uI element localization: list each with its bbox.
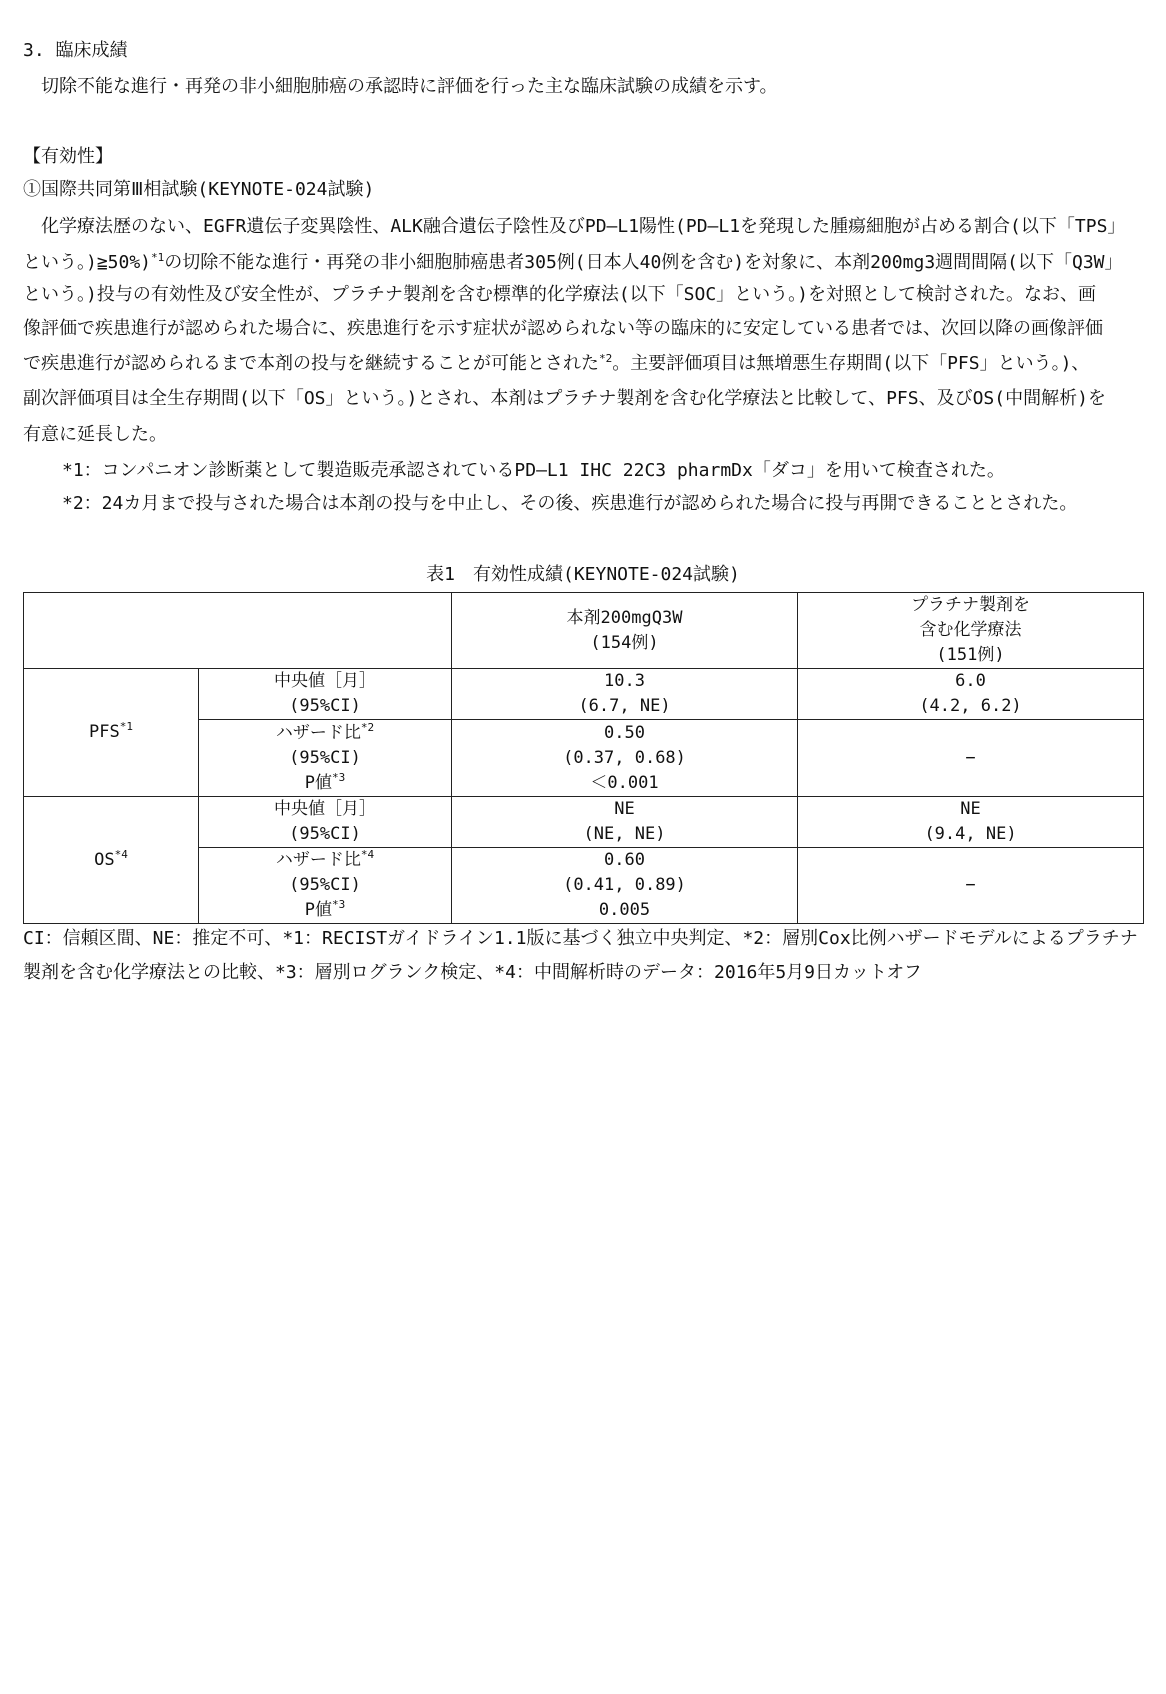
intro-text: 切除不能な進行・再発の非小細胞肺癌の承認時に評価を行った主な臨床試験の成績を示す。: [41, 76, 778, 97]
text: (95%CI): [289, 747, 361, 768]
text: ハザード比: [275, 850, 361, 870]
text: 10.3: [604, 671, 645, 691]
text: 中央値［月］: [274, 799, 376, 819]
text: 0.005: [598, 900, 651, 920]
paragraph-line: 有意に延長した。: [23, 424, 167, 445]
table-footnote-line: CI：信頼区間、NE：推定不可、*1：RECISTガイドライン1.1版に基づく独立中央判定、*2：層別Cox比例ハザードモデルによるプラチナ: [23, 928, 1138, 949]
paragraph-line: 像評価で疾患進行が認められた場合に、疾患進行を示す症状が認められない等の臨床的に安定している患者では、次回以降の画像評価: [23, 318, 1103, 339]
header-empty: [24, 593, 452, 669]
text: 0.50: [604, 722, 645, 743]
table-row: [24, 797, 1144, 848]
cell-soc: [798, 797, 1144, 848]
text: (NE, NE): [583, 824, 666, 844]
group-label-pfs: [24, 669, 199, 797]
cell-soc: [798, 669, 1144, 720]
text: 本剤200mgQ3W: [566, 607, 683, 628]
trial-title: ①国際共同第Ⅲ相試験(KEYNOTE-024試験): [23, 179, 375, 200]
row-label: [199, 797, 452, 848]
row-label: [199, 669, 452, 720]
text: PFS: [89, 722, 120, 742]
text: (95%CI): [289, 696, 361, 716]
text: NE: [960, 799, 981, 819]
row-label: [199, 720, 452, 797]
header-drug: [452, 593, 798, 669]
text: (0.37, 0.68): [563, 747, 686, 768]
footnote-mark: *3: [332, 770, 346, 784]
footnote-mark: *2: [360, 720, 375, 734]
cell-soc: −: [798, 720, 1144, 797]
footnote-mark: *4: [114, 847, 128, 861]
paragraph-line: [23, 353, 1089, 375]
text: (95%CI): [289, 824, 361, 844]
cell-drug: [452, 669, 798, 720]
text: P値: [304, 900, 332, 920]
header-soc: [798, 593, 1144, 669]
efficacy-table: [23, 592, 1144, 924]
efficacy-heading: 【有効性】: [23, 146, 113, 167]
note-2: *2：24カ月まで投与された場合は本剤の投与を中止し、その後、疾患進行が認められた場合に投与再開できることとされた。: [62, 493, 1078, 514]
text: (154例): [590, 632, 659, 653]
text: (0.41, 0.89): [563, 875, 686, 895]
text: NE: [614, 799, 635, 819]
text: 6.0: [955, 671, 986, 691]
cell-drug: [452, 797, 798, 848]
paragraph-line: 化学療法歴のない、EGFR遺伝子変異陰性、ALK融合遺伝子陰性及びPD—L1陽性(PD—L1を発現した腫瘍細胞が占める割合(以下「TPS」: [41, 216, 1126, 237]
footnote-mark: *4: [360, 848, 375, 861]
text: 含む化学療法: [919, 620, 1022, 640]
cell-soc: −: [798, 848, 1144, 924]
table-caption: 表1 有効性成績(KEYNOTE-024試験): [426, 564, 740, 585]
table-header-row: [24, 593, 1144, 669]
paragraph-line: 副次評価項目は全生存期間(以下「OS」という。)とされ、本剤はプラチナ製剤を含む化学療法と比較して、PFS、及びOS(中間解析)を: [23, 388, 1106, 409]
text: (6.7, NE): [578, 696, 671, 716]
text: の切除不能な進行・再発の非小細胞肺癌患者305例(日本人40例を含む)を対象に、本剤200mg3週間間隔(以下「Q3W」: [164, 252, 1123, 273]
text: という。)≧50%): [23, 252, 152, 273]
text: 中央値［月］: [274, 671, 376, 691]
text: (151例): [936, 645, 1005, 665]
table-row: [24, 669, 1144, 720]
text: ＜0.001: [590, 772, 659, 793]
text: (95%CI): [289, 875, 361, 895]
footnote-mark: *1: [119, 720, 133, 733]
text: 。主要評価項目は無増悪生存期間(以下「PFS」という。)、: [612, 353, 1090, 374]
group-label-os: [24, 797, 199, 924]
footnote-mark: *3: [332, 898, 346, 911]
text: (4.2, 6.2): [919, 696, 1022, 716]
text: OS: [94, 849, 115, 870]
text: ハザード比: [275, 722, 361, 743]
text: 0.60: [604, 850, 645, 870]
footnote-mark: *2: [599, 352, 613, 365]
cell-drug: [452, 848, 798, 924]
cell-drug: [452, 720, 798, 797]
text: プラチナ製剤を: [911, 595, 1030, 615]
paragraph-line: という。)投与の有効性及び安全性が、プラチナ製剤を含む標準的化学療法(以下「SOC」という。)を対照として検討された。なお、画: [23, 284, 1097, 305]
paragraph-line: [23, 252, 1123, 274]
note-1: *1：コンパニオン診断薬として製造販売承認されているPD—L1 IHC 22C3 pharmDx「ダコ」を用いて検査された。: [62, 460, 1005, 481]
text: (9.4, NE): [924, 824, 1017, 844]
footnote-mark: *1: [151, 251, 165, 264]
text: で疾患進行が認められるまで本剤の投与を継続することが可能とされた: [23, 353, 599, 374]
section-title: 3. 臨床成績: [23, 40, 128, 61]
row-label: [199, 848, 452, 924]
text: P値: [304, 772, 332, 793]
table-footnote-line: 製剤を含む化学療法との比較、*3：層別ログランク検定、*4：中間解析時のデータ：2016年5月9日カットオフ: [23, 962, 922, 983]
